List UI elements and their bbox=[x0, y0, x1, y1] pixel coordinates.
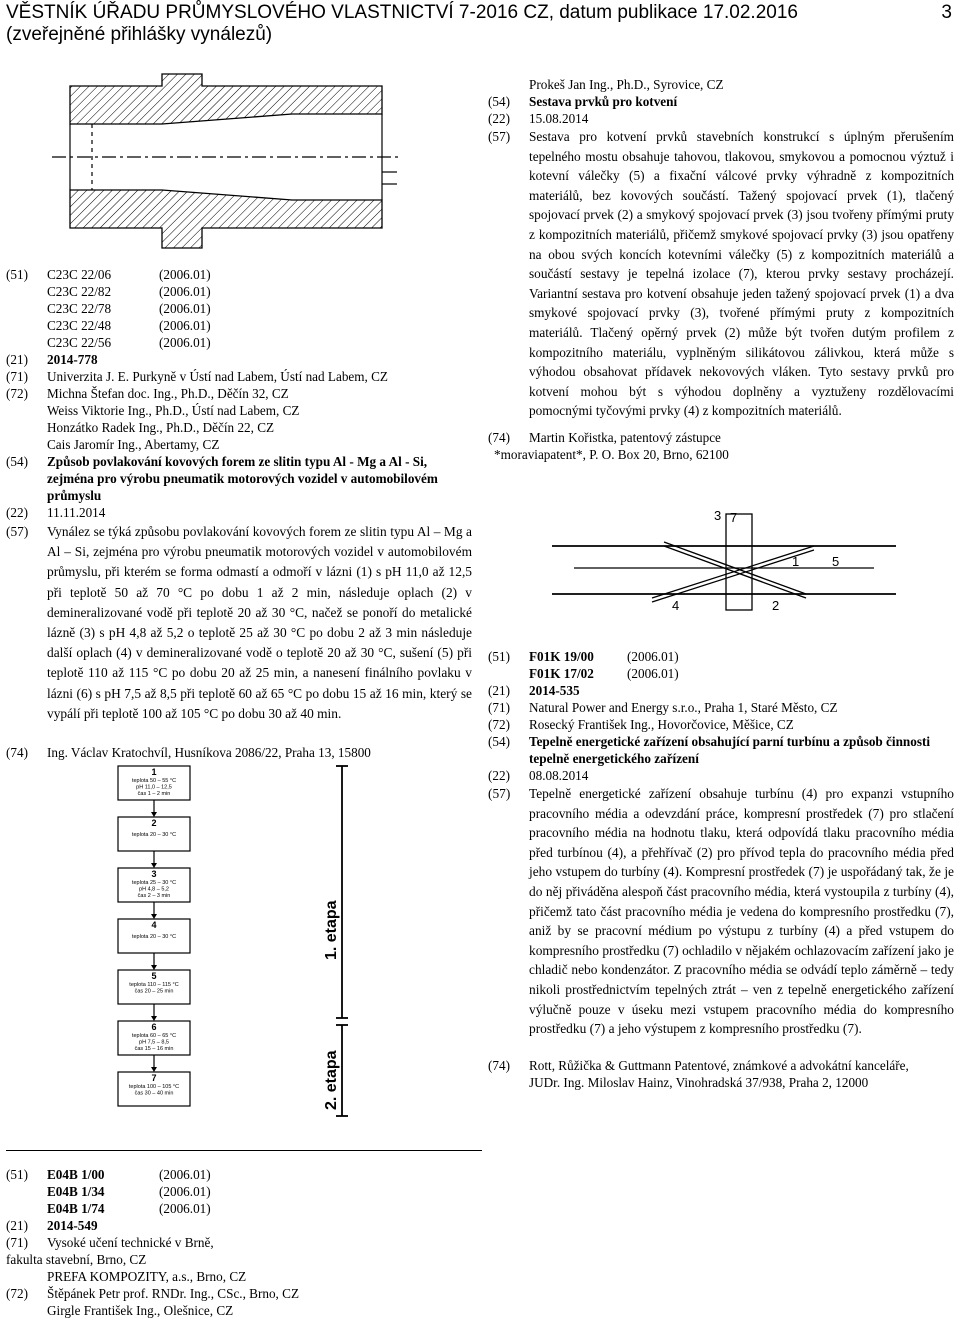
abstract: Vynález se týká způsobu povlakování kovových forem ze slitin typu Al – Mg a Al – Si, zejména pro výrobu pneumatik motorových vozidel v automobilovém průmyslu, při kterém se forma odmastí a odmoří v lázni (1) s pH 11,0 až 12,5 při teplotě 50 až 70 °C po dobu 1 až 2 min, následuje oplach (2) v demineralizované vodě při teplotě 20 až 30 °C, načež se ponoří do metalické lázně (3) s pH 4,8 až 5,2 o teplotě 25 až 30 °C po dobu 2 až 3 min následuje další oplach (4) v demineralizované vodě o teplotě 20 až 30 °C, sušení (5) při teplotě 110 až 115 °C po dobu 20 až 25 min, a nanesení finálního povlaku v lázni (6) s pH 7,5 až 8,5 při teplotě 60 až 65 °C po dobu 15 až 16 min, který se vypálí při teplotě 100 až 105 °C po dobu 30 až 40 min. bbox=[47, 524, 472, 721]
process-step-number: 2 bbox=[151, 818, 157, 828]
column-divider bbox=[6, 1150, 482, 1151]
inid-51: (51) bbox=[6, 267, 28, 282]
inventor: Cais Jaromír Ing., Abertamy, CZ bbox=[47, 437, 220, 452]
record-2014-535 bbox=[488, 648, 954, 1091]
inid-54: (54) bbox=[488, 94, 510, 109]
process-step-detail: pH 4,8 – 5,2 bbox=[139, 886, 169, 893]
ipc-code: C23C 22/78 bbox=[47, 301, 112, 316]
ipc-version: (2006.01) bbox=[627, 666, 679, 681]
inid-51: (51) bbox=[488, 649, 510, 664]
inventor: Rosecký František Ing., Hovorčovice, Měšice, CZ bbox=[529, 717, 794, 732]
process-step-detail: teplota 20 – 30 °C bbox=[131, 832, 177, 838]
ipc-version: (2006.01) bbox=[159, 1184, 211, 1199]
application-number: 2014-778 bbox=[47, 352, 98, 367]
process-step-detail: pH 11,0 – 12,5 bbox=[136, 784, 172, 791]
attorney-address: JUDr. Ing. Miloslav Hainz, Vinohradská 37/938, Praha 2, 12000 bbox=[529, 1074, 869, 1090]
inid-72: (72) bbox=[6, 1286, 28, 1301]
process-step-number: 5 bbox=[151, 971, 157, 981]
filing-date: 11.11.2014 bbox=[47, 505, 106, 520]
figure-label: 1 bbox=[792, 554, 800, 569]
inid-22: (22) bbox=[488, 111, 510, 126]
inid-74: (74) bbox=[488, 1057, 510, 1073]
page-number: 3 bbox=[941, 2, 952, 23]
ipc-version: (2006.01) bbox=[159, 1201, 211, 1216]
inid-71: (71) bbox=[6, 369, 28, 384]
applicant-cont: fakulta stavební, Brno, CZ bbox=[6, 1252, 147, 1267]
process-step-detail: teplota 110 – 115 °C bbox=[129, 982, 179, 988]
record-2014-549 bbox=[6, 1166, 476, 1319]
inid-72: (72) bbox=[488, 717, 510, 732]
inventor: Štěpánek Petr prof. RNDr. Ing., CSc., Brno, CZ bbox=[47, 1286, 300, 1301]
inid-21: (21) bbox=[6, 1218, 28, 1233]
process-step-detail: čas 2 – 3 min bbox=[137, 893, 171, 899]
attorney: Ing. Václav Kratochvíl, Husníkova 2086/22, Praha 13, 15800 bbox=[47, 745, 371, 761]
record-anchoring-assembly bbox=[488, 76, 954, 463]
inid-54: (54) bbox=[6, 454, 28, 469]
inid-74: (74) bbox=[488, 429, 510, 445]
process-step-detail: teplota 60 – 65 °C bbox=[131, 1033, 177, 1039]
abstract: Tepelně energetické zařízení obsahuje turbínu (4) pro expanzi vstupního pracovního média a odevzdání práce, kompresní prostředek (7) pro stlačení pracovního média na hodnotu tlaku, která odpovídá tlaku pracovního média před turbínou (4), a přehřívač (2) pro přívod tepla do pracovního média před jeho vstupem do turbíny (4). Kompresní prostředek (7) je uspořádaný tak, že je do něj přiváděna alespoň část pracovního média, která vystoupila z turbíny (4), přičemž tato část pracovního média je vedena do kompresního prostředku (7), aniž by se pracovní médium po výstupu z turbíny (4) a před vstupem do kompresního prostředku (7) ochladilo v nějakém ochlazovacím zařízení jako je chladič nebo kondenzátor. Z pracovního média se odvádí teplo záměrně – tedy nikoli prostřednictvím tepelných ztrát – ven z tepelně energetického zařízení výlučně pouze v úseku mezi vstupem pracovního média do kompresního prostředku (7) a jeho výstupem z kompresního prostředku (7). bbox=[529, 786, 954, 1037]
ipc-version: (2006.01) bbox=[159, 335, 211, 350]
invention-title: Způsob povlakování kovových forem ze slitin typu Al - Mg a Al - Si, zejména pro výrobu pneumatik motorových vozidel v automobilovém průmyslu bbox=[47, 454, 438, 503]
process-step-number: 1 bbox=[151, 767, 157, 777]
invention-title: Sestava prvků pro kotvení bbox=[529, 94, 678, 109]
ipc-code: C23C 22/56 bbox=[47, 335, 112, 350]
process-step-detail: čas 20 – 25 min bbox=[134, 988, 174, 995]
inventor: Weiss Viktorie Ing., Ph.D., Ústí nad Labem, CZ bbox=[47, 403, 300, 418]
inid-71: (71) bbox=[6, 1235, 28, 1250]
header-line-2: (zveřejněné přihlášky vynálezů) bbox=[6, 24, 273, 45]
inid-57: (57) bbox=[488, 786, 511, 801]
ipc-code: F01K 17/02 bbox=[529, 666, 594, 681]
attorney: Martin Kořistka, patentový zástupce bbox=[529, 429, 721, 445]
applicant: Univerzita J. E. Purkyně v Ústí nad Labem, Ústí nad Labem, CZ bbox=[47, 369, 388, 384]
inventor: Honzátko Radek Ing., Ph.D., Děčín 22, CZ bbox=[47, 420, 275, 435]
process-step-detail: teplota 25 – 30 °C bbox=[131, 880, 177, 886]
attorney-address: *moraviapatent*, P. O. Box 20, Brno, 62100 bbox=[494, 446, 729, 462]
ipc-code: E04B 1/00 bbox=[47, 1167, 105, 1182]
process-step-detail: teplota 100 – 105 °C bbox=[128, 1084, 180, 1090]
process-step-number: 3 bbox=[151, 869, 157, 879]
inid-21: (21) bbox=[6, 352, 28, 367]
ipc-version: (2006.01) bbox=[627, 649, 679, 664]
figure-label: 2 bbox=[772, 598, 780, 613]
inid-21: (21) bbox=[488, 683, 510, 698]
ipc-code: C23C 22/82 bbox=[47, 284, 112, 299]
process-step-detail: teplota 50 – 55 °C bbox=[131, 778, 177, 784]
ipc-code: C23C 22/06 bbox=[47, 267, 112, 282]
ipc-version: (2006.01) bbox=[159, 267, 211, 282]
inid-57: (57) bbox=[488, 129, 511, 144]
flow-arrowhead bbox=[151, 965, 157, 970]
process-step-detail: teplota 20 – 30 °C bbox=[131, 934, 177, 940]
mold-drawing-figure bbox=[52, 72, 412, 262]
figure-label: 3 bbox=[714, 508, 722, 523]
process-flowchart bbox=[100, 760, 380, 1120]
inid-22: (22) bbox=[488, 768, 510, 783]
header-line-1: VĚSTNÍK ÚŘADU PRŮMYSLOVÉHO VLASTNICTVÍ 7-2016 CZ, datum publikace 17.02.2016 bbox=[6, 2, 798, 23]
ipc-code: C23C 22/48 bbox=[47, 318, 112, 333]
stage-1-label: 1. etapa bbox=[323, 900, 340, 960]
process-step-detail: pH 7,5 – 8,5 bbox=[139, 1039, 169, 1046]
ipc-code: E04B 1/74 bbox=[47, 1201, 105, 1216]
inid-71: (71) bbox=[488, 700, 510, 715]
filing-date: 08.08.2014 bbox=[529, 768, 589, 783]
flow-arrowhead bbox=[151, 863, 157, 868]
figure-label: 4 bbox=[672, 598, 680, 613]
inid-57: (57) bbox=[6, 524, 29, 539]
page-header bbox=[6, 2, 798, 46]
ipc-version: (2006.01) bbox=[159, 284, 211, 299]
inventor: Michna Štefan doc. Ing., Ph.D., Děčín 32, CZ bbox=[47, 386, 289, 401]
applicant: PREFA KOMPOZITY, a.s., Brno, CZ bbox=[47, 1269, 247, 1284]
ipc-version: (2006.01) bbox=[159, 301, 211, 316]
ipc-code: E04B 1/34 bbox=[47, 1184, 105, 1199]
filing-date: 15.08.2014 bbox=[529, 111, 589, 126]
anchoring-assembly-figure bbox=[544, 506, 904, 616]
ipc-version: (2006.01) bbox=[159, 1167, 211, 1182]
applicant: Vysoké učení technické v Brně, bbox=[47, 1235, 214, 1250]
inid-54: (54) bbox=[488, 734, 510, 749]
abstract: Sestava pro kotvení prvků stavebních konstrukcí s úplným přerušením tepelného mostu obsahuje tahovou, tlakovou, smykovou a pomocnou výztuž i kotevní válečky (5) a fixační válcové prvky výhradně z kompozitních materiálů, bez kovových součástí. Tažený spojovací prvek (1), tlačený spojovací prvek (2) a smykový spojovací prvek (3) jsou tvořeny přímými pruty z kompozitních materiálů, přičemž smykové spojovací prvky (3) jsou opatřeny na obou svých koncích kotevními válečky (5) z kompozitních materiálů a součástí sestavy je tepelná izolace (7), kterou prvky sestavy procházejí. Variantní sestava pro kotvení obsahuje jeden tažený spojovací prvek (1) a dva smykové spojovací prvky (3), tvořené přímými pruty z kompozitních materiálů. Tlačený opěrný prvek (2) může být tvořen dutým profilem z kompozitního materiálu, vyplněným silikátovou zálivkou, která může s výhodou obsahovat přídavek nekovových vláken. Tyto sestavy prvků pro kotvení mohou být s výhodou doplněny a vyztuženy rozdělovacími pomocnými tyčovými prvky (4) z kompozitních materiálů. bbox=[529, 129, 954, 419]
process-step-detail: čas 1 – 2 min bbox=[137, 791, 171, 797]
application-number: 2014-549 bbox=[47, 1218, 98, 1233]
process-step-number: 7 bbox=[151, 1073, 157, 1083]
inid-51: (51) bbox=[6, 1167, 28, 1182]
figure-label: 5 bbox=[832, 554, 840, 569]
flow-arrowhead bbox=[151, 1016, 157, 1021]
ipc-version: (2006.01) bbox=[159, 318, 211, 333]
application-number: 2014-535 bbox=[529, 683, 580, 698]
record-2014-778 bbox=[6, 266, 472, 761]
inid-74: (74) bbox=[6, 745, 28, 761]
inid-22: (22) bbox=[6, 505, 28, 520]
applicant: Natural Power and Energy s.r.o., Praha 1, Staré Město, CZ bbox=[529, 700, 838, 715]
inventor: Girgle František Ing., Olešnice, CZ bbox=[47, 1303, 234, 1318]
process-step-detail: čas 30 – 40 min bbox=[134, 1090, 174, 1097]
flow-arrowhead bbox=[151, 1067, 157, 1072]
flow-arrowhead bbox=[151, 914, 157, 919]
ipc-code: F01K 19/00 bbox=[529, 649, 594, 664]
process-step-number: 6 bbox=[151, 1022, 157, 1032]
attorney: Rott, Růžička & Guttmann Patentové, známkové a advokátní kanceláře, bbox=[529, 1057, 909, 1073]
stage-2-label: 2. etapa bbox=[323, 1050, 340, 1110]
figure-label: 7 bbox=[730, 510, 738, 525]
process-step-detail: čas 15 – 16 min bbox=[134, 1046, 174, 1052]
inventor: Prokeš Jan Ing., Ph.D., Syrovice, CZ bbox=[529, 77, 724, 92]
process-step-number: 4 bbox=[151, 920, 157, 930]
inid-72: (72) bbox=[6, 386, 28, 401]
invention-title: Tepelně energetické zařízení obsahující parní turbínu a způsob činnosti tepelně energetického zařízení bbox=[529, 734, 931, 766]
flow-arrowhead bbox=[151, 812, 157, 817]
